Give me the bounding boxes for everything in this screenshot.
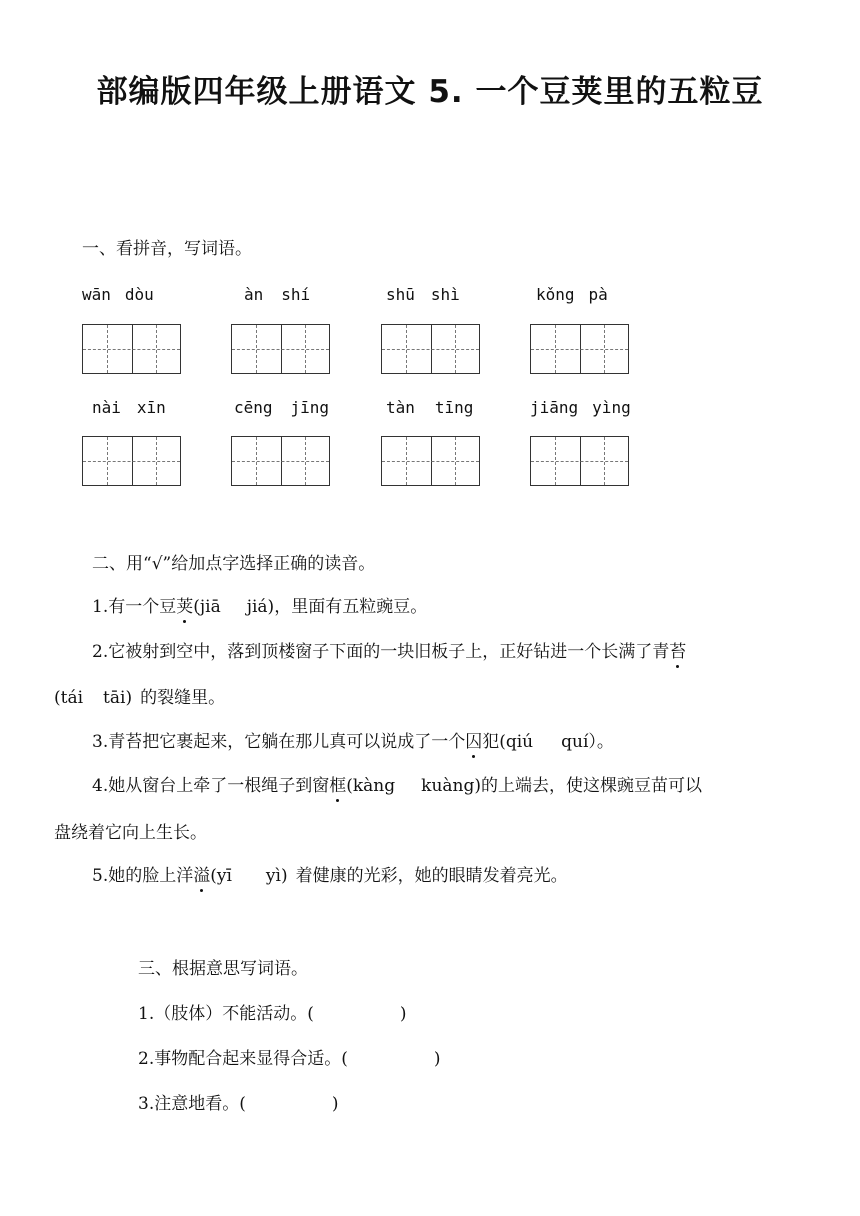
pinyin-label: jiāng yìng [530, 398, 631, 417]
dotted-char: 苔 [669, 642, 687, 662]
pinyin-label: cēng jīng [234, 398, 330, 417]
dotted-char: 框 [329, 776, 347, 796]
dotted-char: 溢 [193, 866, 211, 886]
dotted-char: 囚 [465, 732, 483, 752]
question-item: 2.事物配合起来显得合适。( ) [138, 1049, 441, 1069]
writing-grid[interactable] [530, 324, 629, 374]
pinyin-label: kǒng pà [536, 285, 608, 304]
pinyin-label: shū shì [386, 285, 460, 304]
pinyin-label: nài xīn [92, 398, 166, 417]
question-item: 5.她的脸上洋溢(yī yì) 着健康的光彩，她的眼睛发着亮光。 [92, 866, 568, 886]
writing-grid[interactable] [82, 436, 181, 486]
question-item: 1.有一个豆荚(jiā jiá)，里面有五粒豌豆。 [92, 597, 428, 617]
question-item: 4.她从窗台上牵了一根绳子到窗框(kàng kuàng)的上端去，使这棵豌豆苗可以 [92, 776, 702, 796]
question-item-continued: 盘绕着它向上生长。 [54, 823, 207, 843]
page-title: 部编版四年级上册语文 5. 一个豆荚里的五粒豆 [96, 74, 764, 110]
question-item: 1.（肢体）不能活动。( ) [138, 1004, 407, 1024]
writing-grid[interactable] [231, 436, 330, 486]
section3-heading: 三、根据意思写词语。 [138, 959, 308, 979]
section1-heading: 一、看拼音，写词语。 [82, 239, 252, 259]
section2-heading: 二、用“√”给加点字选择正确的读音。 [92, 554, 376, 574]
dotted-char: 荚 [176, 597, 194, 617]
pinyin-label: wān dòu [82, 285, 154, 304]
pinyin-label: tàn tīng [386, 398, 474, 417]
pinyin-label: àn shí [244, 285, 311, 304]
writing-grid[interactable] [231, 324, 330, 374]
question-item: 2.它被射到空中，落到顶楼窗子下面的一块旧板子上，正好钻进一个长满了青苔 [92, 642, 687, 662]
writing-grid[interactable] [530, 436, 629, 486]
writing-grid[interactable] [381, 436, 480, 486]
question-item-continued: (tái tāi) 的裂缝里。 [54, 688, 226, 708]
writing-grid[interactable] [82, 324, 181, 374]
writing-grid[interactable] [381, 324, 480, 374]
question-item: 3.注意地看。( ) [138, 1094, 339, 1114]
question-item: 3.青苔把它裹起来，它躺在那儿真可以说成了一个囚犯(qiú quí）。 [92, 732, 614, 752]
